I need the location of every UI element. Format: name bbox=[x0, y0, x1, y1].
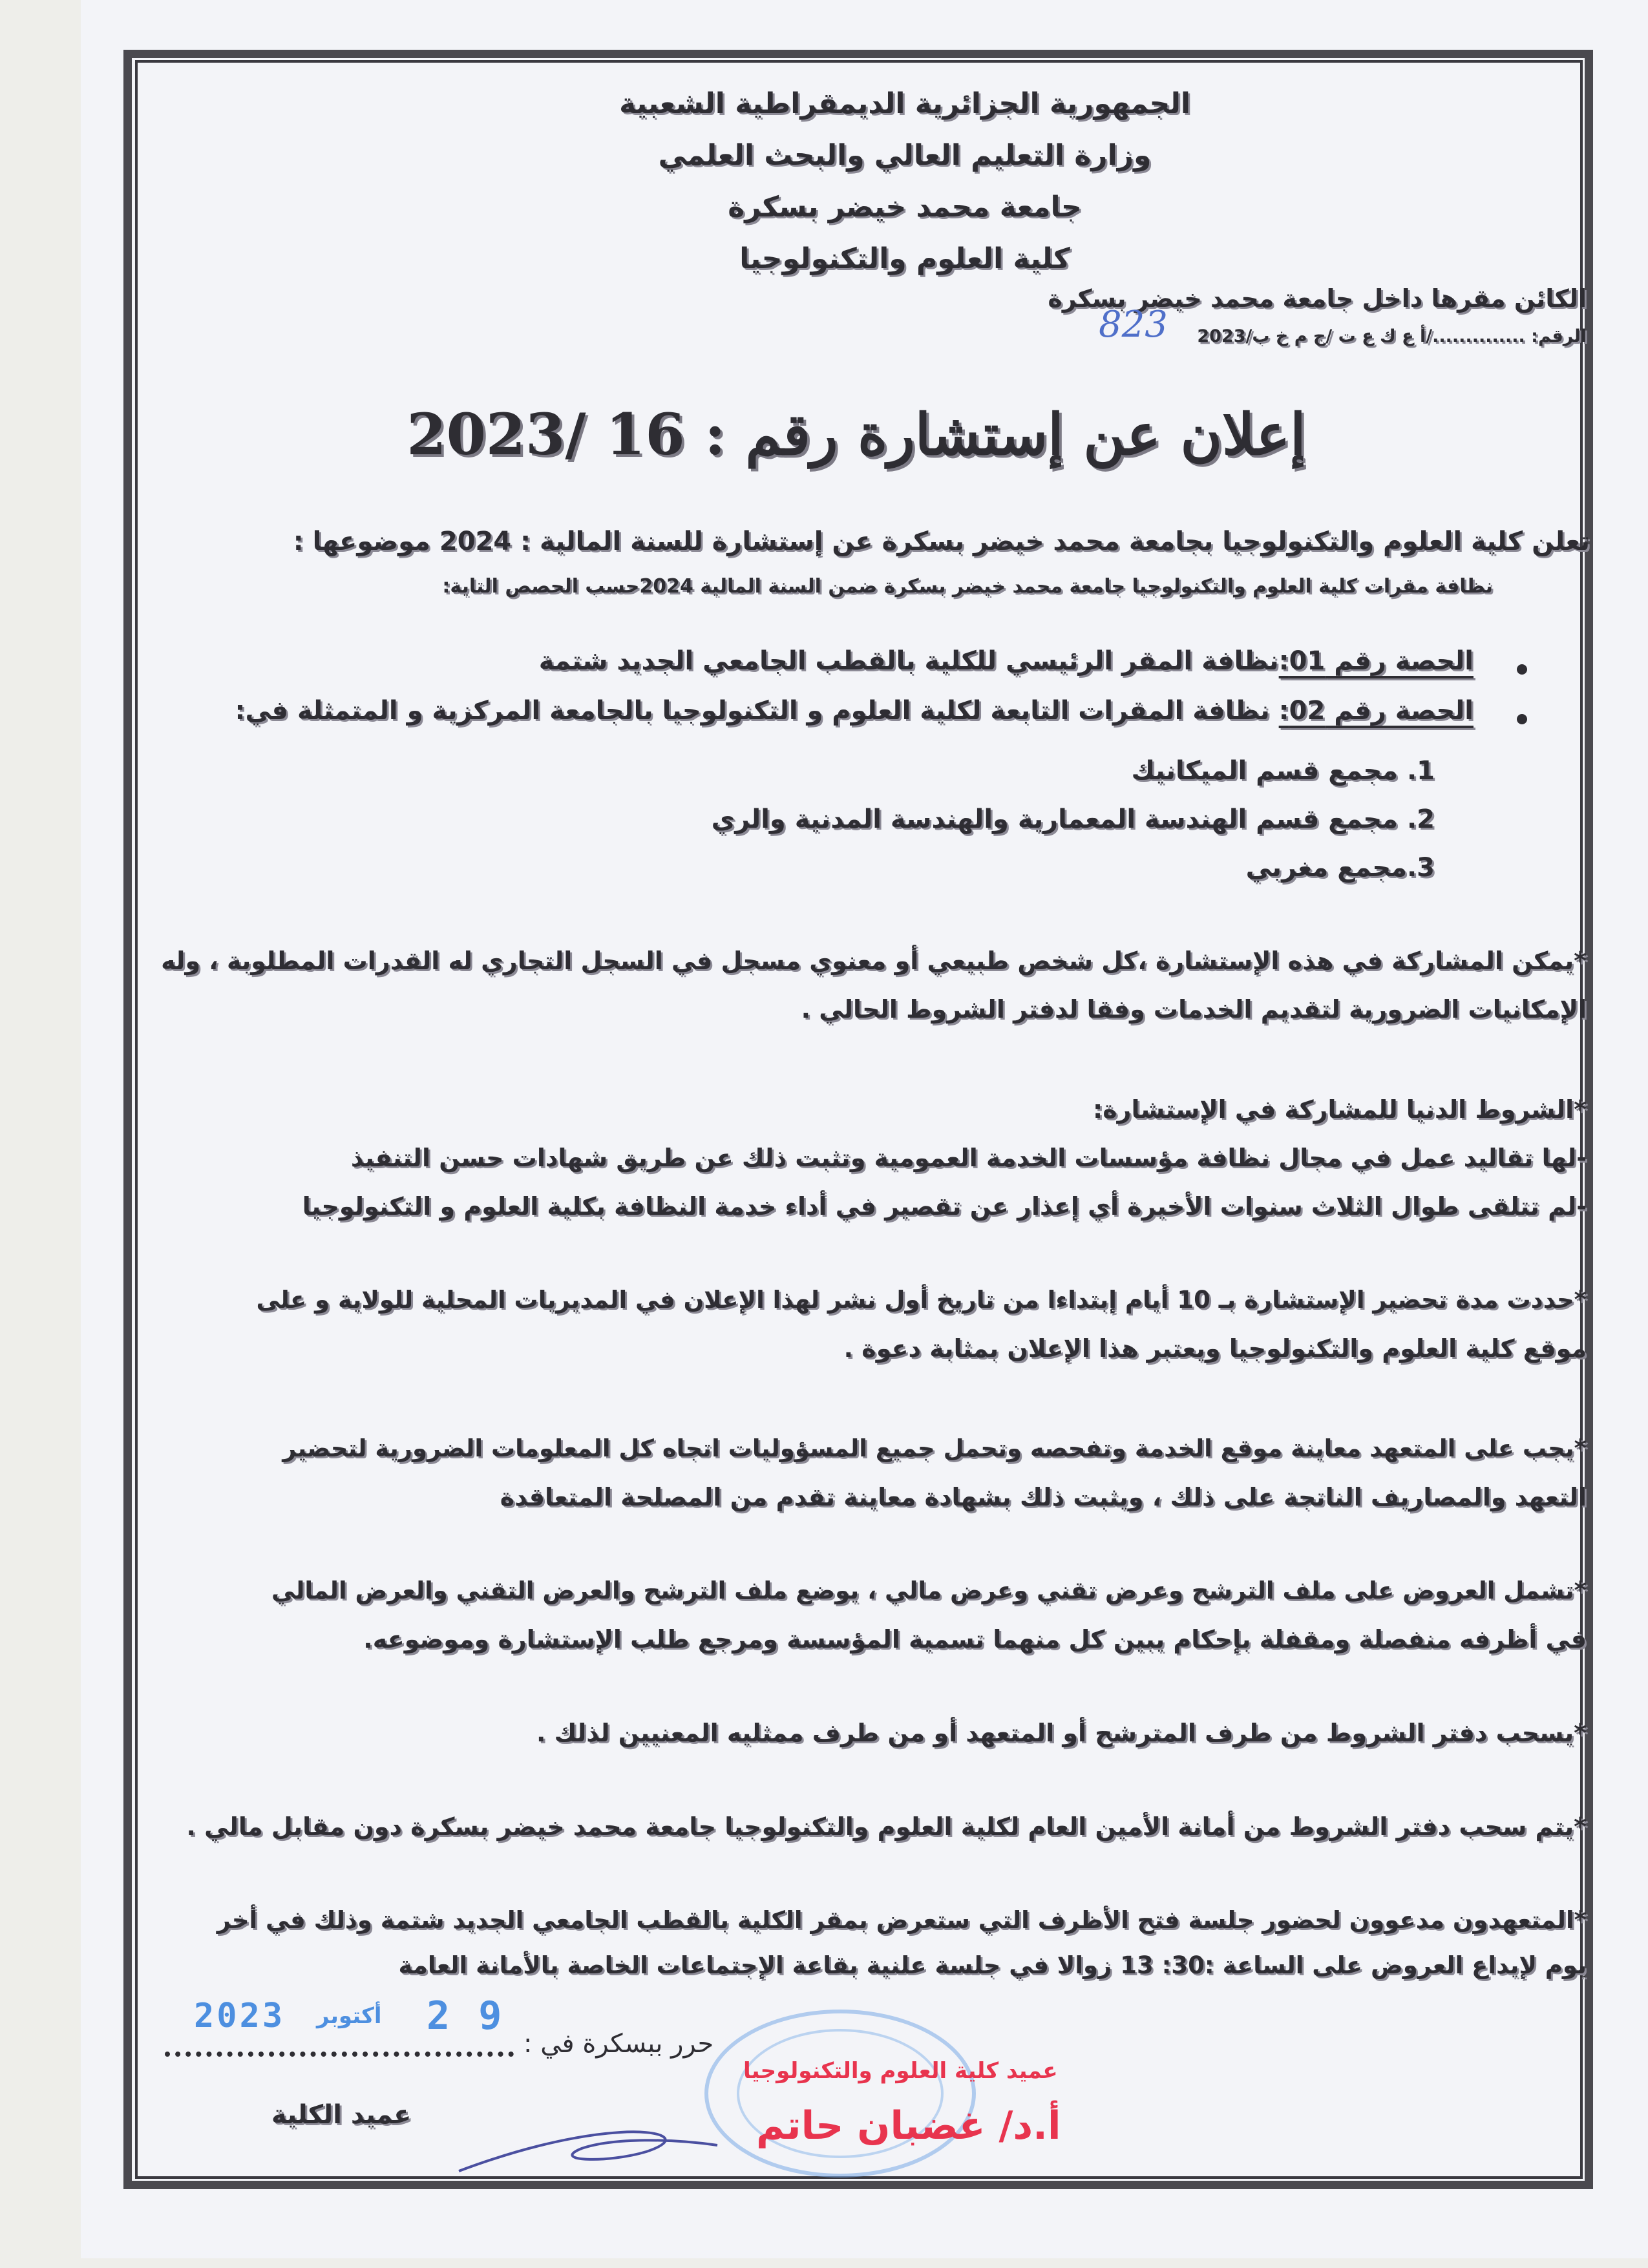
lot-item bbox=[539, 646, 1474, 676]
paragraph-offers-line-2: في أظرفه منفصلة ومقفلة بإحكام يبين كل منهما تسمية المؤسسة ومرجع طلب الإستشارة وموضوعه. bbox=[363, 1625, 1587, 1654]
header-ministry: وزارة التعليم العالي والبحث العلمي bbox=[658, 139, 1152, 172]
reference-line bbox=[1197, 326, 1587, 346]
bullet-icon bbox=[1517, 664, 1527, 675]
signature-scribble bbox=[452, 2126, 724, 2178]
signatory-title: عميد الكلية bbox=[271, 2100, 412, 2130]
paragraph-inspection-line-1: *يجب على المتعهد معاينة موقع الخدمة وتفحصه وتحمل جميع المسؤوليات اتجاه كل المعلومات الضرورية لتحضير bbox=[282, 1434, 1587, 1462]
paragraph-conditions-line-2: -لم تتلقى طوال الثلاث سنوات الأخيرة أي إعذار عن تقصير في أداء خدمة النظافة بكلية العلوم و التكنولوجيا bbox=[302, 1192, 1587, 1221]
paragraph-withdrawal: *يسحب دفتر الشروط من طرف المترشح أو المتعهد أو من طرف ممثليه المعنيين لذلك . bbox=[536, 1719, 1587, 1747]
page-title: إعلان عن إستشارة رقم : 16 /2023 bbox=[407, 401, 1306, 468]
paragraph-inspection-line-2: التعهد والمصاريف الناتجة على ذلك ، ويثبت ذلك بشهادة معاينة تقدم من المصلحة المتعاقدة bbox=[500, 1483, 1587, 1511]
red-stamp-dean-title: عميد كلية العلوم والتكنولوجيا bbox=[743, 2058, 1058, 2084]
header-republic: الجمهورية الجزائرية الديمقراطية الشعبية bbox=[619, 87, 1190, 120]
lot-item bbox=[235, 696, 1474, 726]
intro-line-1: تعلن كلية العلوم والتكنولوجيا بجامعة محمد خيضر بسكرة عن إستشارة للسنة المالية : 2024 موضوعها : bbox=[293, 527, 1590, 556]
paragraph-conditions-title: *الشروط الدنيا للمشاركة في الإستشارة: bbox=[1093, 1095, 1587, 1124]
paragraph-duration-line-1: *حددت مدة تحضير الإستشارة بـ 10 أيام إبتداءا من تاريخ أول نشر لهذا الإعلان في المديريات المحلية للولاية و على bbox=[256, 1286, 1587, 1314]
lot-label: الحصة رقم 01: bbox=[1278, 646, 1474, 676]
bullet-icon bbox=[1517, 714, 1527, 724]
date-dotted-line bbox=[165, 2052, 514, 2057]
date-stamp-month: أكتوبر bbox=[317, 2003, 382, 2029]
paragraph-opening-session-line-1: *المتعهدون مدعوون لحضور جلسة فتح الأظرف التي ستعرض بمقر الكلية بالقطب الجامعي الجديد شتمة وذلك في أخر bbox=[217, 1906, 1587, 1934]
place-date-label: حرر ببسكرة في : bbox=[523, 2029, 714, 2059]
reference-suffix: /أ ع ك ع ت /ج م خ ب/2023 bbox=[1197, 326, 1433, 346]
paragraph-withdrawal-location: *يتم سحب دفتر الشروط من أمانة الأمين العام لكلية العلوم والتكنولوجيا جامعة محمد خيضر بسكرة دون مقابل مالي . bbox=[186, 1812, 1587, 1841]
lot-text: نظافة المقر الرئيسي للكلية بالقطب الجامعي الجديد شتمة bbox=[538, 646, 1279, 676]
sublist-item: 3.مجمع مغربي bbox=[1245, 853, 1435, 883]
paragraph-offers-line-1: *تشمل العروض على ملف الترشح وعرض تقني وعرض مالي ، يوضع ملف الترشح والعرض التقني والعرض المالي bbox=[271, 1577, 1587, 1604]
sublist-item: 2. مجمع قسم الهندسة المعمارية والهندسة المدنية والري bbox=[711, 804, 1435, 834]
date-stamp-year: 2023 bbox=[194, 1997, 286, 2035]
intro-line-2: نظافة مقرات كلية العلوم والتكنولوجيا جامعة محمد خيضر بسكرة ضمن السنة المالية 2024حسب الحصص التاية: bbox=[442, 575, 1493, 598]
header-university: جامعة محمد خيضر بسكرة bbox=[728, 191, 1082, 224]
sublist-item: 1. مجمع قسم الميكانيك bbox=[1131, 756, 1435, 786]
header-faculty: كلية العلوم والتكنولوجيا bbox=[739, 242, 1070, 275]
paragraph-opening-session-line-2: يوم لإيداع العروض على الساعة :30: 13 زوالا في جلسة علنية بقاعة الإجتماعات الخاصة بالأمانة العامة bbox=[398, 1951, 1587, 1979]
header-location: الكائن مقرها داخل جامعة محمد خيضر بسكرة bbox=[1048, 284, 1587, 313]
date-stamp-day: 2 9 bbox=[427, 1993, 505, 2039]
red-stamp-dean-name: أ.د/ غضبان حاتم bbox=[756, 2103, 1061, 2148]
reference-number-handwritten: 823 bbox=[1099, 304, 1168, 346]
lot-text: نظافة المقرات التابعة لكلية العلوم و التكنولوجيا بالجامعة المركزية و المتمثلة في: bbox=[235, 696, 1279, 726]
reference-label: الرقم: .............. bbox=[1432, 326, 1587, 346]
paragraph-duration-line-2: موقع كلية العلوم والتكنولوجيا ويعتبر هذا الإعلان بمثابة دعوة . bbox=[843, 1334, 1587, 1363]
paragraph-eligibility-line-2: الإمكانيات الضرورية لتقديم الخدمات وفقا لدفتر الشروط الحالي . bbox=[801, 995, 1587, 1024]
paragraph-conditions-line-1: -لها تقاليد عمل في مجال نظافة مؤسسات الخدمة العمومية وتثبت ذلك عن طريق شهادات حسن التنفيذ bbox=[350, 1144, 1587, 1172]
paragraph-eligibility-line-1: *يمكن المشاركة في هذه الإستشارة ،كل شخص طبيعي أو معنوي مسجل في السجل التجاري له القدرات المطلوبة ، وله bbox=[161, 947, 1587, 975]
lot-label: الحصة رقم 02: bbox=[1278, 696, 1474, 726]
